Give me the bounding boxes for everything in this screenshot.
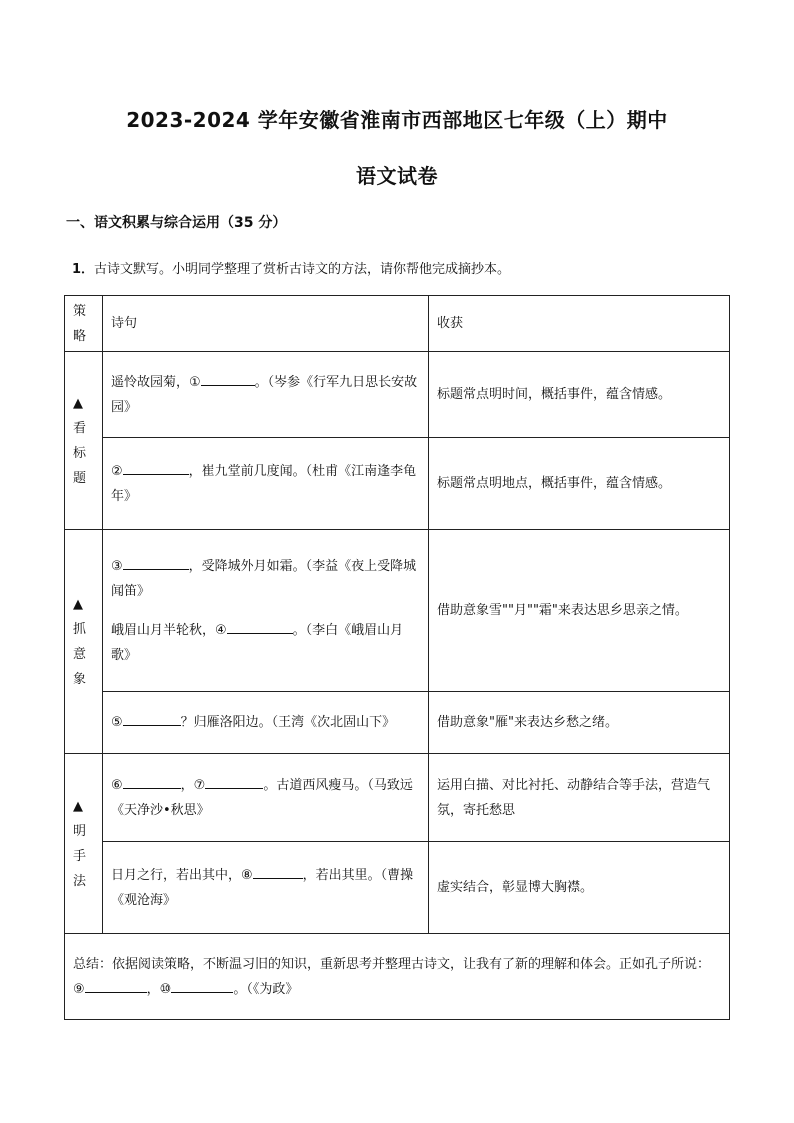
summary-cell: 总结：依据阅读策略，不断温习旧的知识，重新思考并整理古诗文，让我有了新的理解和体会。正如孔子所说：⑨ ，⑩ 。（《为政》 (65, 934, 730, 1020)
question-1 (72, 258, 510, 277)
table-row (65, 842, 730, 934)
header-verse: 诗句 (103, 296, 429, 352)
question-number: 1． (72, 262, 95, 277)
blank-1[interactable] (201, 371, 255, 386)
table-header-row (65, 296, 730, 352)
verse-cell: ② ，崔九堂前几度闻。（杜甫《江南逢李龟年》 (103, 438, 429, 530)
blank-5[interactable] (123, 711, 181, 726)
gain-cell: 借助意象雪""月""霜"来表达思乡思亲之情。 (429, 530, 730, 692)
blank-2[interactable] (123, 460, 189, 475)
table-row (65, 352, 730, 438)
header-gain: 收获 (429, 296, 730, 352)
blank-7[interactable] (205, 774, 263, 789)
table-row (65, 692, 730, 754)
header-strategy: 策略 (65, 296, 103, 352)
gain-cell: 标题常点明地点，概括事件，蕴含情感。 (429, 438, 730, 530)
blank-9[interactable] (85, 978, 147, 993)
blank-8[interactable] (253, 864, 303, 879)
gain-cell: 借助意象"雁"来表达乡愁之绪。 (429, 692, 730, 754)
exam-title-line2: 语文试卷 (356, 164, 438, 188)
blank-3[interactable] (123, 555, 189, 570)
verse-cell: ⑥ ，⑦ 。古道西风瘦马。（马致远《天净沙•秋思》 (103, 754, 429, 842)
poem-table (64, 295, 730, 1020)
verse-cell: 日月之行，若出其中，⑧ ，若出其里。（曹操《观沧海》 (103, 842, 429, 934)
exam-title-line1: 2023-2024 学年安徽省淮南市西部地区七年级（上）期中 (126, 108, 668, 132)
section-heading: 一、语文积累与综合运用（35 分） (66, 215, 287, 231)
summary-row (65, 934, 730, 1020)
blank-6[interactable] (123, 774, 181, 789)
strategy-technique: ▲明手法 (65, 754, 103, 934)
gain-cell: 运用白描、对比衬托、动静结合等手法，营造气氛，寄托愁思 (429, 754, 730, 842)
strategy-title: ▲看标题 (65, 352, 103, 530)
question-text: 古诗文默写。小明同学整理了赏析古诗文的方法，请你帮他完成摘抄本。 (94, 262, 511, 277)
blank-10[interactable] (171, 978, 233, 993)
verse-cell: ③ ，受降城外月如霜。（李益《夜上受降城闻笛》 峨眉山月半轮秋，④ 。（李白《峨眉山月歌》 (103, 530, 429, 692)
strategy-imagery: ▲抓意象 (65, 530, 103, 754)
verse-cell: ⑤ ？归雁洛阳边。（王湾《次北固山下》 (103, 692, 429, 754)
verse-cell: 遥怜故园菊，① 。（岑参《行军九日思长安故园》 (103, 352, 429, 438)
gain-cell: 虚实结合，彰显博大胸襟。 (429, 842, 730, 934)
gain-cell: 标题常点明时间，概括事件，蕴含情感。 (429, 352, 730, 438)
table-row (65, 438, 730, 530)
blank-4[interactable] (227, 619, 293, 634)
table-row (65, 530, 730, 692)
table-row (65, 754, 730, 842)
